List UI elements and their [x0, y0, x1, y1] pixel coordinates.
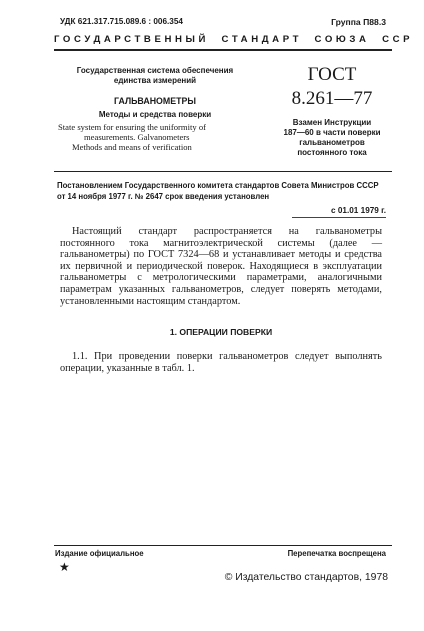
- document-title: ГАЛЬВАНОМЕТРЫ: [114, 96, 196, 106]
- state-standard-banner: ГОСУДАРСТВЕННЫЙ СТАНДАРТ СОЮЗА ССР: [54, 34, 414, 45]
- star-icon: ★: [59, 560, 70, 574]
- english-title-line-1: State system for ensuring the uniformity of: [58, 122, 206, 132]
- gost-label: ГОСТ: [307, 64, 357, 85]
- group-code: Группа П88.3: [331, 17, 386, 27]
- scope-paragraph: Настоящий стандарт распространяется на гальванометры постоянного тока магнитоэлектрической системы (далее — гальванометры) по ГОСТ 7324—68 и устанавливает методы и средства их первичной и периодической поверок. Находящиеся в эксплуатации гальванометры с метрологическими параметрами, аналогичными параметрам указанных гальванометров, следует поверять методами, установленными настоящим стандартом.: [60, 226, 382, 307]
- decree-line-2: от 14 ноября 1977 г. № 2647 срок введения установлен: [57, 192, 270, 201]
- reprint-prohibited-label: Перепечатка воспрещена: [287, 549, 386, 558]
- operations-paragraph: 1.1. При проведении поверки гальванометров следует выполнять операции, указанные в табл. 1.: [60, 351, 382, 374]
- replaces-line-4: постоянного тока: [297, 148, 367, 157]
- effective-date: с 01.01 1979 г.: [331, 206, 386, 215]
- english-title-line-2: measurements. Galvanometers: [84, 132, 190, 142]
- system-line-2: единства измерений: [113, 76, 197, 85]
- header-block-rule: [54, 171, 392, 172]
- replaces-line-3: гальванометров: [299, 138, 365, 147]
- system-line-1: Государственная система обеспечения: [76, 66, 234, 75]
- section-title: 1. ОПЕРАЦИИ ПОВЕРКИ: [169, 327, 273, 337]
- replaces-line-2: 187—60 в части поверки: [283, 128, 381, 137]
- replaces-line-1: Взамен Инструкции: [292, 118, 372, 127]
- gost-number: 8.261—77: [291, 88, 373, 109]
- official-edition-label: Издание официальное: [55, 549, 144, 558]
- banner-rule: [54, 49, 392, 51]
- effective-date-rule: [292, 217, 386, 218]
- decree-line-1: Постановлением Государственного комитета стандартов Совета Министров СССР: [57, 181, 379, 190]
- udk-code: УДК 621.317.715.089.6 : 006.354: [60, 17, 183, 26]
- document-subtitle: Методы и средства поверки: [98, 110, 212, 119]
- footer-rule: [54, 545, 392, 546]
- publisher-line: © Издательство стандартов, 1978: [224, 572, 388, 583]
- english-title-line-3: Methods and means of verification: [72, 142, 192, 152]
